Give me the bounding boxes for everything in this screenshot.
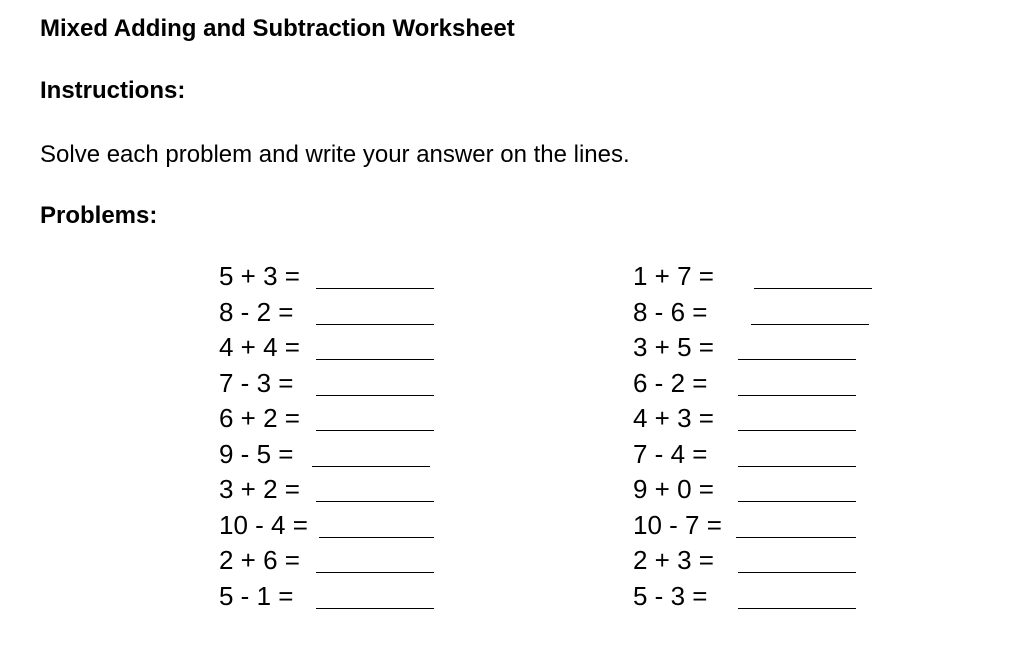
answer-line[interactable] [316,430,434,431]
answer-line[interactable] [738,501,856,502]
problem-expression: 5 + 3 = [219,261,300,291]
problem-expression: 7 - 3 = [219,367,294,398]
answer-line[interactable] [312,466,430,467]
answer-line[interactable] [751,324,869,325]
answer-line[interactable] [738,466,856,467]
answer-line[interactable] [316,608,434,609]
problem-expression: 8 - 2 = [219,296,294,327]
problem-expression: 2 + 3 = [633,545,714,575]
answer-line[interactable] [738,395,856,396]
problem-expression: 2 + 6 = [219,545,300,575]
problem-expression: 1 + 7 = [633,261,714,291]
problem-expression: 5 - 1 = [219,580,294,611]
problem-expression: 5 - 3 = [633,580,708,611]
answer-line[interactable] [319,537,434,538]
instructions-heading: Instructions: [40,77,186,104]
answer-line[interactable] [316,324,434,325]
problem-expression: 7 - 4 = [633,438,708,469]
problem-expression: 9 + 0 = [633,474,714,504]
instructions-text: Solve each problem and write your answer on the lines. [40,141,630,168]
problem-expression: 4 + 3 = [633,403,714,433]
problem-expression: 6 - 2 = [633,367,708,398]
worksheet-title: Mixed Adding and Subtraction Worksheet [40,15,515,42]
problem-expression: 6 + 2 = [219,403,300,433]
problem-expression: 4 + 4 = [219,332,300,362]
answer-line[interactable] [738,359,856,360]
problem-expression: 3 + 2 = [219,474,300,504]
answer-line[interactable] [738,572,856,573]
answer-line[interactable] [316,288,434,289]
answer-line[interactable] [754,288,872,289]
problem-expression: 10 - 7 = [633,509,722,540]
answer-line[interactable] [316,501,434,502]
answer-line[interactable] [316,359,434,360]
problem-expression: 3 + 5 = [633,332,714,362]
problem-expression: 9 - 5 = [219,438,294,469]
problems-heading: Problems: [40,202,158,229]
answer-line[interactable] [316,395,434,396]
problem-expression: 8 - 6 = [633,296,708,327]
answer-line[interactable] [736,537,856,538]
answer-line[interactable] [738,608,856,609]
problem-expression: 10 - 4 = [219,509,308,540]
answer-line[interactable] [738,430,856,431]
answer-line[interactable] [316,572,434,573]
